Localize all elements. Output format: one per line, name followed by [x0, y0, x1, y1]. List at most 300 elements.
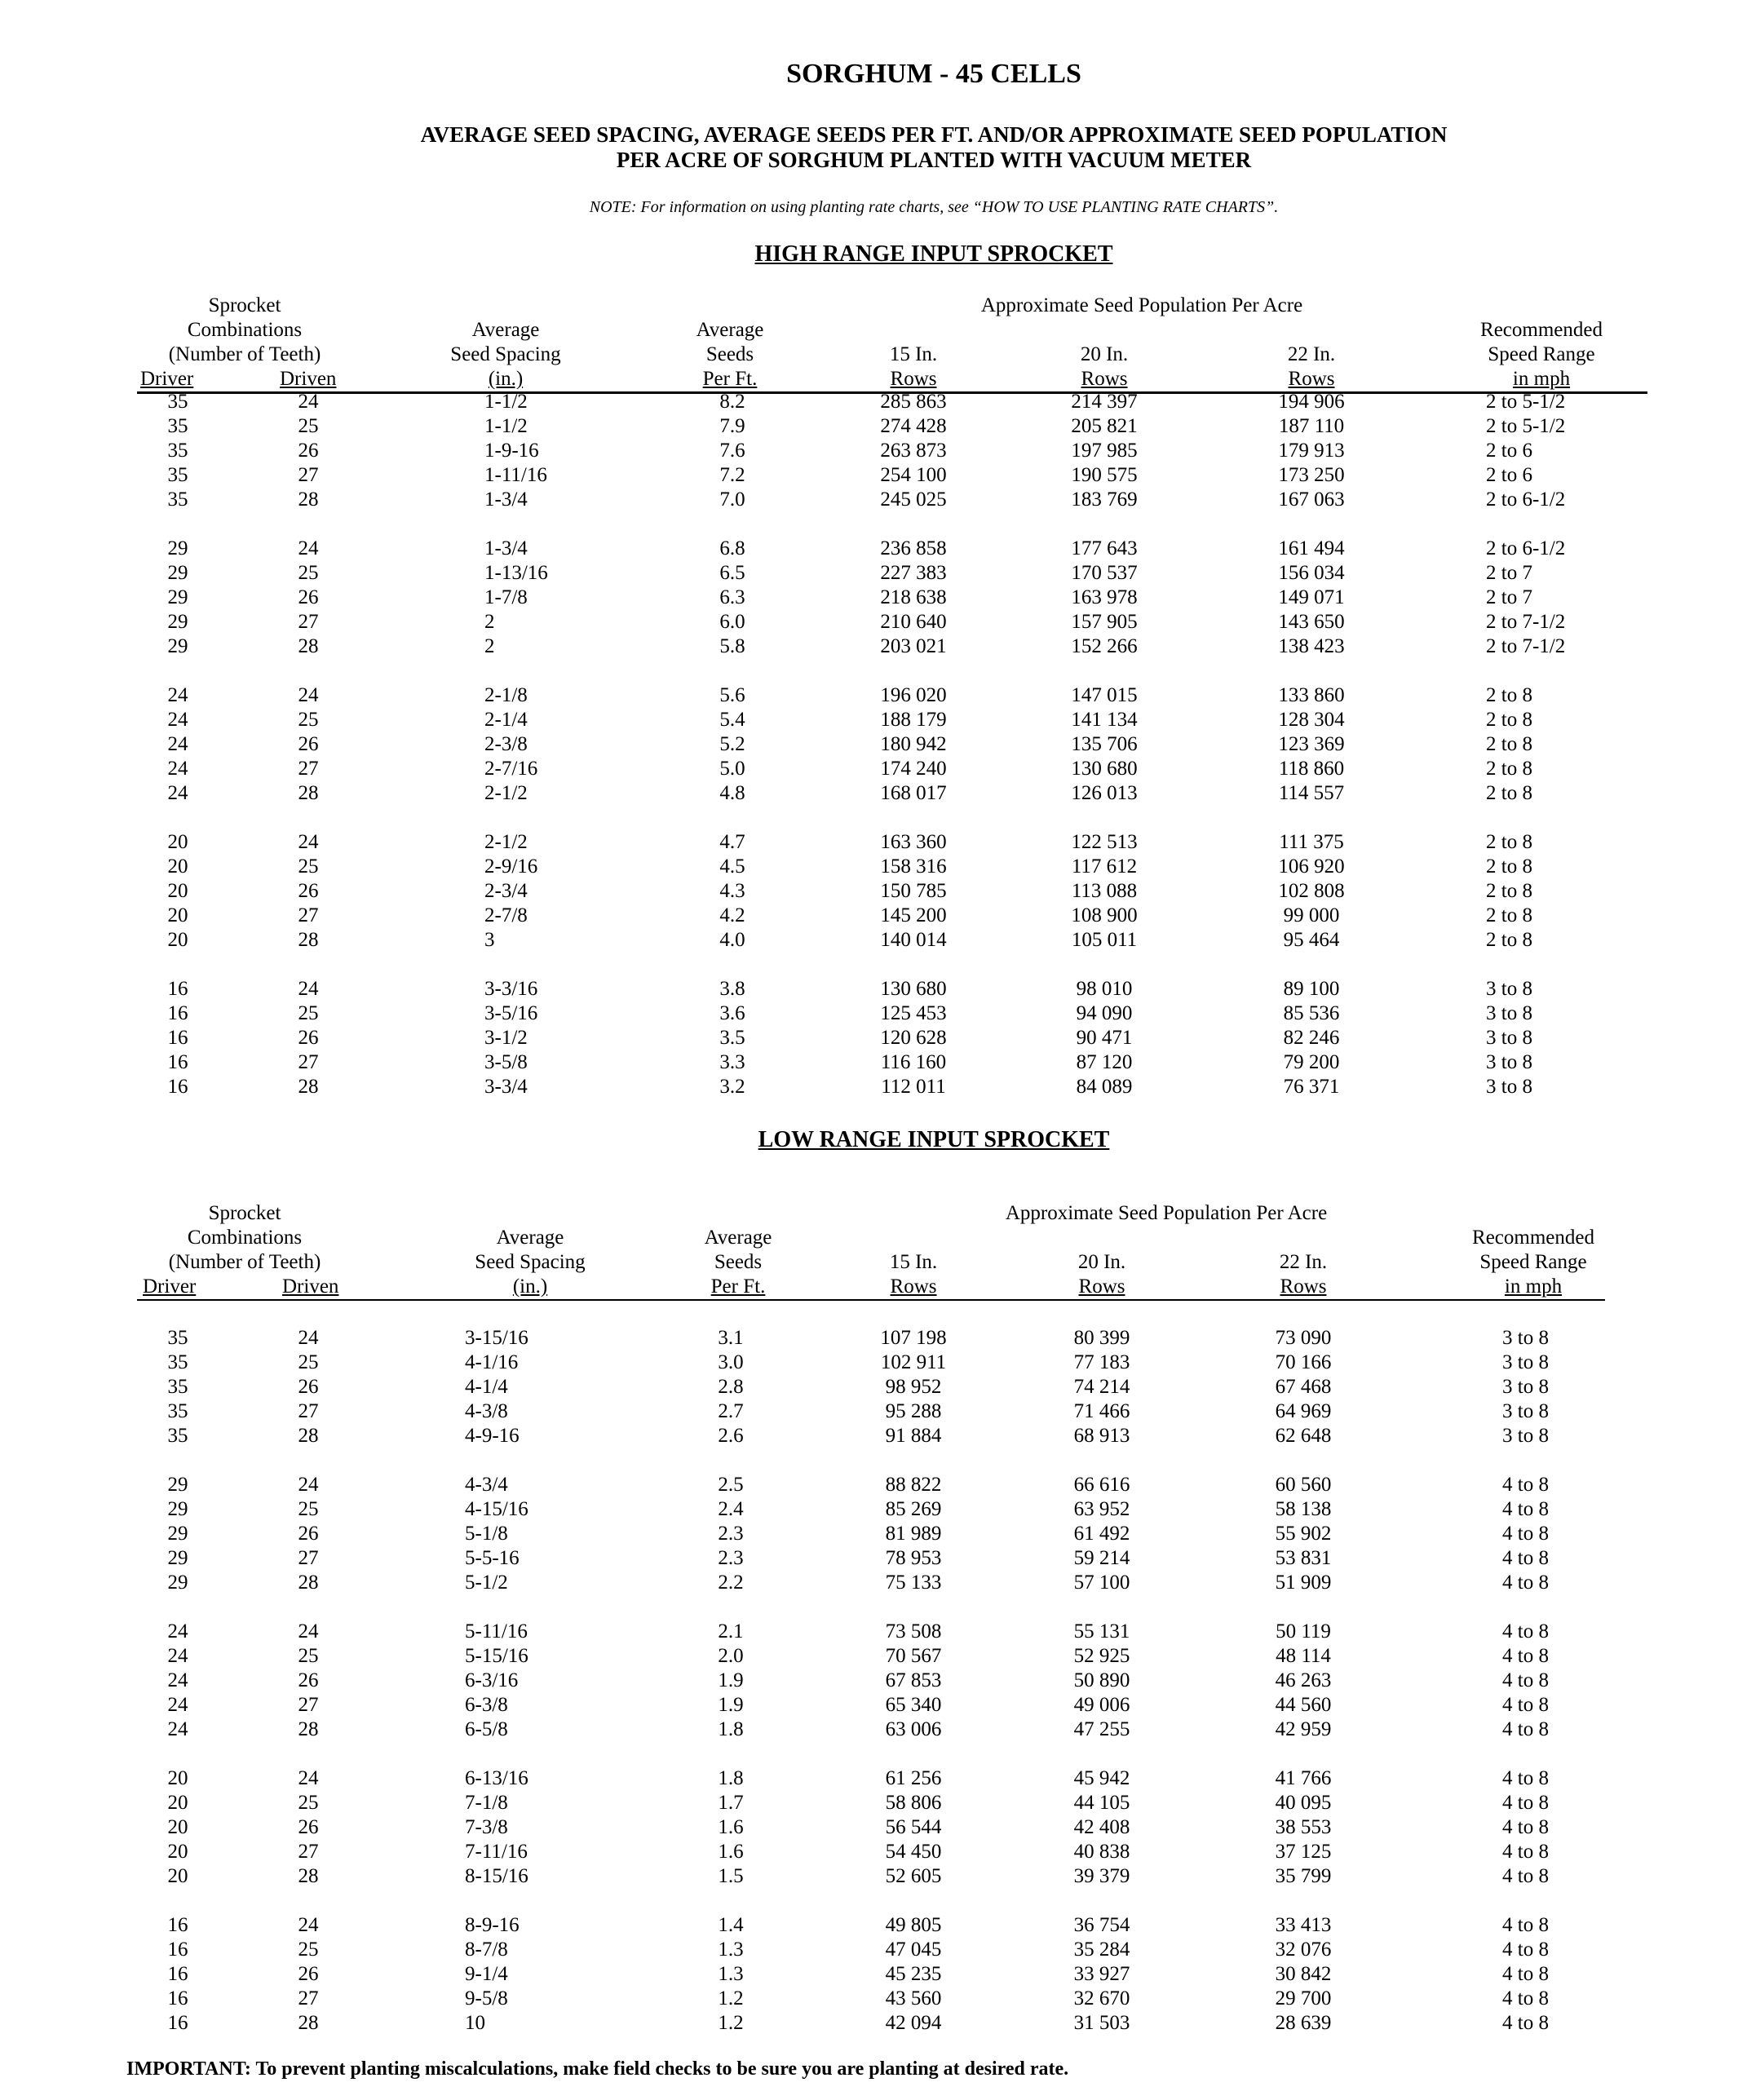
low-range-table-row [0, 1620, 1760, 1644]
low-range-table-row [0, 1791, 1760, 1815]
pop-15in-cell: 73 508 [885, 1620, 942, 1642]
seeds-per-ft-cell: 5.4 [719, 709, 745, 731]
hdr-driven: Driven [280, 368, 337, 390]
seeds-per-ft-cell: 7.0 [719, 489, 745, 511]
driven-cell: 26 [298, 1027, 319, 1049]
driven-cell: 24 [298, 1767, 319, 1789]
subtitle-line-2: PER ACRE OF SORGHUM PLANTED WITH VACUUM METER [616, 148, 1252, 172]
hdr-speed-1: Recommended [1480, 319, 1603, 341]
driven-cell: 27 [298, 1547, 319, 1569]
driver-cell: 16 [167, 1076, 188, 1098]
pop-20in-cell: 98 010 [1076, 978, 1133, 1000]
pop-20in-cell: 33 927 [1073, 1963, 1130, 1985]
seeds-per-ft-cell: 2.5 [718, 1474, 744, 1496]
seed-spacing-cell: 1-13/16 [484, 562, 548, 584]
hdr-avg-seeds-3: Per Ft. [702, 368, 758, 390]
seed-spacing-cell: 6-3/8 [465, 1694, 508, 1716]
driven-cell: 28 [298, 1718, 319, 1740]
seeds-per-ft-cell: 5.2 [719, 733, 745, 755]
driven-cell: 27 [298, 758, 319, 780]
seeds-per-ft-cell: 1.7 [718, 1792, 744, 1814]
pop-20in-cell: 84 089 [1076, 1076, 1133, 1098]
pop-22in-cell: 64 969 [1275, 1400, 1332, 1422]
pop-22in-cell: 50 119 [1276, 1620, 1331, 1642]
seeds-per-ft-cell: 2.6 [718, 1425, 744, 1447]
seeds-per-ft-cell: 1.5 [718, 1865, 744, 1887]
low-range-heading: LOW RANGE INPUT SPROCKET [758, 1127, 1110, 1152]
pop-22in-cell: 40 095 [1275, 1792, 1332, 1814]
pop-15in-cell: 174 240 [880, 758, 947, 780]
driven-cell: 25 [298, 1002, 319, 1024]
seeds-per-ft-cell: 1.4 [718, 1914, 744, 1936]
pop-22in-cell: 123 369 [1278, 733, 1345, 755]
pop-22in-cell: 99 000 [1283, 904, 1340, 926]
pop-20in-cell: 71 466 [1073, 1400, 1130, 1422]
low-range-table-row [0, 1424, 1760, 1448]
speed-range-cell: 2 to 8 [1486, 758, 1532, 780]
pop-20in-cell: 52 925 [1073, 1645, 1130, 1667]
hdr-15in-rows-low: Rows [890, 1275, 937, 1298]
high-range-table-row [0, 683, 1760, 708]
seed-spacing-cell: 5-1/2 [465, 1572, 508, 1594]
pop-20in-cell: 113 088 [1071, 880, 1138, 902]
low-range-table-row [0, 1962, 1760, 1987]
seed-spacing-cell: 1-11/16 [484, 464, 547, 486]
driver-cell: 24 [167, 1694, 188, 1716]
hdr-combinations: Combinations [187, 319, 303, 341]
speed-range-cell: 3 to 8 [1486, 978, 1532, 1000]
pop-22in-cell: 41 766 [1275, 1767, 1332, 1789]
high-range-table-row [0, 928, 1760, 953]
hdr-number-of-teeth: (Number of Teeth) [168, 343, 321, 365]
seed-spacing-cell: 6-5/8 [465, 1718, 508, 1740]
high-range-table-row [0, 977, 1760, 1001]
driver-cell: 16 [167, 978, 188, 1000]
speed-range-cell: 4 to 8 [1502, 1939, 1549, 1961]
seed-spacing-cell: 2 [484, 611, 495, 633]
pop-15in-cell: 98 952 [885, 1376, 942, 1398]
driven-cell: 25 [298, 415, 319, 437]
pop-20in-cell: 183 769 [1071, 489, 1138, 511]
hdr-22in-rows: Rows [1288, 368, 1335, 390]
pop-20in-cell: 49 006 [1073, 1694, 1130, 1716]
speed-range-cell: 4 to 8 [1502, 2012, 1549, 2034]
low-range-table-row [0, 1473, 1760, 1497]
hdr-avg-spacing-2-low: Seed Spacing [475, 1251, 586, 1273]
driver-cell: 29 [167, 1523, 188, 1545]
driver-cell: 29 [167, 1547, 188, 1569]
driver-cell: 16 [167, 1914, 188, 1936]
low-range-table-row [0, 1938, 1760, 1962]
seed-spacing-cell: 7-11/16 [465, 1841, 528, 1863]
pop-20in-cell: 170 537 [1071, 562, 1138, 584]
seeds-per-ft-cell: 2.7 [718, 1400, 744, 1422]
seed-spacing-cell: 7-1/8 [465, 1792, 508, 1814]
pop-22in-cell: 35 799 [1275, 1865, 1332, 1887]
seed-spacing-cell: 7-3/8 [465, 1816, 508, 1838]
pop-22in-cell: 44 560 [1275, 1694, 1332, 1716]
pop-15in-cell: 112 011 [881, 1076, 946, 1098]
seeds-per-ft-cell: 3.0 [718, 1351, 744, 1373]
pop-20in-cell: 90 471 [1076, 1027, 1133, 1049]
driven-cell: 28 [298, 1865, 319, 1887]
pop-15in-cell: 65 340 [885, 1694, 942, 1716]
driven-cell: 26 [298, 1523, 319, 1545]
driven-cell: 25 [298, 1498, 319, 1520]
low-range-table-row [0, 1840, 1760, 1864]
pop-20in-cell: 152 266 [1071, 635, 1138, 657]
driven-cell: 26 [298, 880, 319, 902]
low-range-table-row [0, 1497, 1760, 1522]
pop-20in-cell: 163 978 [1071, 586, 1138, 608]
high-range-table-row [0, 390, 1760, 414]
high-range-table-row [0, 904, 1760, 928]
speed-range-cell: 4 to 8 [1502, 1914, 1549, 1936]
high-range-table-row [0, 634, 1760, 659]
speed-range-cell: 4 to 8 [1502, 1547, 1549, 1569]
pop-15in-cell: 107 198 [880, 1327, 947, 1349]
driven-cell: 24 [298, 1474, 319, 1496]
driven-cell: 27 [298, 1694, 319, 1716]
seed-spacing-cell: 8-9-16 [465, 1914, 520, 1936]
high-range-table-row [0, 781, 1760, 806]
seeds-per-ft-cell: 5.6 [719, 684, 745, 706]
pop-15in-cell: 218 638 [880, 586, 947, 608]
seeds-per-ft-cell: 1.8 [718, 1767, 744, 1789]
driven-cell: 28 [298, 635, 319, 657]
speed-range-cell: 2 to 5-1/2 [1486, 415, 1566, 437]
pop-22in-cell: 73 090 [1275, 1327, 1332, 1349]
seeds-per-ft-cell: 2.3 [718, 1523, 744, 1545]
driver-cell: 20 [167, 855, 188, 878]
pop-20in-cell: 108 900 [1071, 904, 1138, 926]
low-range-table-row [0, 1693, 1760, 1718]
seeds-per-ft-cell: 4.2 [719, 904, 745, 926]
seed-spacing-cell: 4-9-16 [465, 1425, 520, 1447]
driven-cell: 24 [298, 391, 319, 413]
pop-20in-cell: 130 680 [1071, 758, 1138, 780]
driver-cell: 16 [167, 1051, 188, 1073]
driven-cell: 24 [298, 978, 319, 1000]
speed-range-cell: 3 to 8 [1502, 1376, 1549, 1398]
pop-22in-cell: 32 076 [1275, 1939, 1332, 1961]
low-range-table-row [0, 1815, 1760, 1840]
high-range-table-row [0, 855, 1760, 879]
driven-cell: 26 [298, 1376, 319, 1398]
pop-20in-cell: 87 120 [1076, 1051, 1133, 1073]
driven-cell: 24 [298, 1620, 319, 1642]
hdr-avg-seeds-2-low: Seeds [714, 1251, 763, 1273]
pop-15in-cell: 42 094 [885, 2012, 942, 2034]
seeds-per-ft-cell: 1.9 [718, 1694, 744, 1716]
high-range-table-row [0, 414, 1760, 439]
high-range-table-row [0, 561, 1760, 586]
driven-cell: 28 [298, 1425, 319, 1447]
speed-range-cell: 4 to 8 [1502, 1987, 1549, 2009]
driven-cell: 27 [298, 1051, 319, 1073]
seed-spacing-cell: 3-3/16 [484, 978, 538, 1000]
hdr-15in: 15 In. [889, 343, 938, 365]
pop-15in-cell: 285 863 [880, 391, 947, 413]
pop-15in-cell: 54 450 [885, 1841, 942, 1863]
pop-20in-cell: 66 616 [1073, 1474, 1130, 1496]
pop-20in-cell: 36 754 [1073, 1914, 1130, 1936]
driven-cell: 24 [298, 831, 319, 853]
low-range-table-row [0, 1913, 1760, 1938]
pop-15in-cell: 130 680 [880, 978, 947, 1000]
low-range-table-row [0, 1399, 1760, 1424]
driver-cell: 29 [167, 611, 188, 633]
hdr-combinations-low: Combinations [187, 1227, 303, 1249]
hdr-speed-2: Speed Range [1488, 343, 1595, 365]
pop-22in-cell: 58 138 [1275, 1498, 1332, 1520]
high-range-table-row [0, 488, 1760, 512]
seed-spacing-cell: 1-7/8 [484, 586, 528, 608]
pop-22in-cell: 82 246 [1283, 1027, 1340, 1049]
seeds-per-ft-cell: 2.2 [718, 1572, 744, 1594]
speed-range-cell: 4 to 8 [1502, 1694, 1549, 1716]
pop-15in-cell: 120 628 [880, 1027, 947, 1049]
pop-20in-cell: 32 670 [1073, 1987, 1130, 2009]
driven-cell: 27 [298, 1400, 319, 1422]
pop-15in-cell: 163 360 [880, 831, 947, 853]
pop-15in-cell: 140 014 [880, 929, 947, 951]
speed-range-cell: 3 to 8 [1502, 1327, 1549, 1349]
speed-range-cell: 2 to 6 [1486, 464, 1532, 486]
speed-range-cell: 4 to 8 [1502, 1767, 1549, 1789]
high-range-table-row [0, 537, 1760, 561]
pop-20in-cell: 47 255 [1073, 1718, 1130, 1740]
seed-spacing-cell: 3-1/2 [484, 1027, 528, 1049]
seed-spacing-cell: 5-15/16 [465, 1645, 528, 1667]
pop-22in-cell: 95 464 [1283, 929, 1340, 951]
pop-20in-cell: 42 408 [1073, 1816, 1130, 1838]
pop-22in-cell: 30 842 [1275, 1963, 1332, 1985]
pop-15in-cell: 91 884 [885, 1425, 942, 1447]
pop-15in-cell: 67 853 [885, 1669, 942, 1691]
driver-cell: 29 [167, 635, 188, 657]
pop-15in-cell: 63 006 [885, 1718, 942, 1740]
pop-15in-cell: 245 025 [880, 489, 947, 511]
low-range-rule [137, 1299, 1605, 1301]
pop-20in-cell: 35 284 [1073, 1939, 1130, 1961]
pop-20in-cell: 126 013 [1071, 782, 1138, 804]
pop-20in-cell: 147 015 [1071, 684, 1138, 706]
high-range-table-row [0, 439, 1760, 463]
pop-15in-cell: 263 873 [880, 440, 947, 462]
seeds-per-ft-cell: 3.8 [719, 978, 745, 1000]
seeds-per-ft-cell: 1.6 [718, 1841, 744, 1863]
pop-22in-cell: 79 200 [1283, 1051, 1340, 1073]
driven-cell: 28 [298, 2012, 319, 2034]
low-range-table-row [0, 1571, 1760, 1595]
seeds-per-ft-cell: 4.3 [719, 880, 745, 902]
speed-range-cell: 2 to 8 [1486, 855, 1532, 878]
high-range-table-row [0, 463, 1760, 488]
high-range-table-row [0, 586, 1760, 610]
pop-22in-cell: 111 375 [1279, 831, 1344, 853]
speed-range-cell: 4 to 8 [1502, 1792, 1549, 1814]
pop-22in-cell: 28 639 [1275, 2012, 1332, 2034]
driver-cell: 35 [167, 1351, 188, 1373]
speed-range-cell: 2 to 8 [1486, 733, 1532, 755]
speed-range-cell: 4 to 8 [1502, 1669, 1549, 1691]
driver-cell: 16 [167, 2012, 188, 2034]
hdr-driven-low: Driven [282, 1275, 339, 1298]
pop-15in-cell: 150 785 [880, 880, 947, 902]
pop-20in-cell: 68 913 [1073, 1425, 1130, 1447]
pop-22in-cell: 89 100 [1283, 978, 1340, 1000]
hdr-avg-spacing-3-low: (in.) [512, 1275, 548, 1298]
pop-22in-cell: 46 263 [1275, 1669, 1332, 1691]
high-range-table-row [0, 1050, 1760, 1075]
pop-22in-cell: 161 494 [1278, 537, 1345, 559]
high-range-table-row [0, 879, 1760, 904]
driven-cell: 28 [298, 929, 319, 951]
pop-20in-cell: 39 379 [1073, 1865, 1130, 1887]
seeds-per-ft-cell: 6.3 [719, 586, 745, 608]
driver-cell: 35 [167, 489, 188, 511]
driven-cell: 25 [298, 1792, 319, 1814]
pop-22in-cell: 37 125 [1275, 1841, 1332, 1863]
low-range-table-row [0, 1644, 1760, 1669]
pop-20in-cell: 59 214 [1073, 1547, 1130, 1569]
driven-cell: 28 [298, 1076, 319, 1098]
seed-spacing-cell: 2-7/8 [484, 904, 528, 926]
pop-15in-cell: 168 017 [880, 782, 947, 804]
page-title: SORGHUM - 45 CELLS [786, 59, 1081, 89]
driver-cell: 35 [167, 1376, 188, 1398]
seed-spacing-cell: 1-1/2 [484, 415, 528, 437]
pop-15in-cell: 43 560 [885, 1987, 942, 2009]
pop-15in-cell: 227 383 [880, 562, 947, 584]
hdr-20in: 20 In. [1080, 343, 1129, 365]
seeds-per-ft-cell: 2.1 [718, 1620, 744, 1642]
seed-spacing-cell: 1-3/4 [484, 537, 528, 559]
driver-cell: 24 [167, 782, 188, 804]
seeds-per-ft-cell: 1.3 [718, 1963, 744, 1985]
pop-15in-cell: 58 806 [885, 1792, 942, 1814]
hdr-20in-rows-low: Rows [1078, 1275, 1125, 1298]
speed-range-cell: 2 to 8 [1486, 929, 1532, 951]
seed-spacing-cell: 3 [484, 929, 495, 951]
driver-cell: 35 [167, 1425, 188, 1447]
seed-spacing-cell: 5-11/16 [465, 1620, 528, 1642]
pop-22in-cell: 102 808 [1278, 880, 1345, 902]
seeds-per-ft-cell: 2.0 [718, 1645, 744, 1667]
hdr-22in: 22 In. [1287, 343, 1336, 365]
hdr-avg-spacing-2: Seed Spacing [450, 343, 561, 365]
pop-15in-cell: 75 133 [885, 1572, 942, 1594]
low-range-table-row [0, 1864, 1760, 1889]
low-range-table-row [0, 1987, 1760, 2011]
pop-15in-cell: 78 953 [885, 1547, 942, 1569]
driver-cell: 20 [167, 904, 188, 926]
seed-spacing-cell: 2 [484, 635, 495, 657]
driver-cell: 20 [167, 1816, 188, 1838]
pop-22in-cell: 33 413 [1275, 1914, 1332, 1936]
hdr-20in-rows: Rows [1081, 368, 1128, 390]
hdr-avg-seeds-1: Average [696, 319, 764, 341]
seed-spacing-cell: 2-9/16 [484, 855, 538, 878]
high-range-table-row [0, 1001, 1760, 1026]
pop-15in-cell: 188 179 [880, 709, 947, 731]
driver-cell: 29 [167, 1498, 188, 1520]
pop-20in-cell: 63 952 [1073, 1498, 1130, 1520]
driver-cell: 16 [167, 1002, 188, 1024]
driven-cell: 27 [298, 1987, 319, 2009]
pop-22in-cell: 114 557 [1278, 782, 1345, 804]
driven-cell: 26 [298, 1816, 319, 1838]
pop-22in-cell: 143 650 [1278, 611, 1345, 633]
driver-cell: 35 [167, 1327, 188, 1349]
driver-cell: 24 [167, 758, 188, 780]
driven-cell: 24 [298, 684, 319, 706]
driver-cell: 35 [167, 415, 188, 437]
driver-cell: 29 [167, 537, 188, 559]
high-range-table-row [0, 757, 1760, 781]
seed-spacing-cell: 1-9-16 [484, 440, 539, 462]
driver-cell: 24 [167, 1620, 188, 1642]
seeds-per-ft-cell: 7.9 [719, 415, 745, 437]
low-range-table-row [0, 1669, 1760, 1693]
seed-spacing-cell: 3-3/4 [484, 1076, 528, 1098]
speed-range-cell: 2 to 8 [1486, 831, 1532, 853]
seeds-per-ft-cell: 6.8 [719, 537, 745, 559]
pop-20in-cell: 157 905 [1071, 611, 1138, 633]
seed-spacing-cell: 9-5/8 [465, 1987, 508, 2009]
pop-15in-cell: 95 288 [885, 1400, 942, 1422]
seed-spacing-cell: 4-3/8 [465, 1400, 508, 1422]
driven-cell: 28 [298, 489, 319, 511]
important-note: IMPORTANT: To prevent planting miscalculations, make field checks to be sure you are planting at desired rate. [126, 2058, 1069, 2080]
speed-range-cell: 2 to 7 [1486, 562, 1532, 584]
pop-15in-cell: 125 453 [880, 1002, 947, 1024]
speed-range-cell: 4 to 8 [1502, 1718, 1549, 1740]
speed-range-cell: 3 to 8 [1486, 1076, 1532, 1098]
speed-range-cell: 4 to 8 [1502, 1645, 1549, 1667]
seeds-per-ft-cell: 6.5 [719, 562, 745, 584]
pop-20in-cell: 45 942 [1073, 1767, 1130, 1789]
driven-cell: 27 [298, 1841, 319, 1863]
driven-cell: 26 [298, 1669, 319, 1691]
seeds-per-ft-cell: 6.0 [719, 611, 745, 633]
pop-22in-cell: 62 648 [1275, 1425, 1332, 1447]
pop-22in-cell: 187 110 [1278, 415, 1345, 437]
seed-spacing-cell: 4-3/4 [465, 1474, 508, 1496]
speed-range-cell: 3 to 8 [1502, 1400, 1549, 1422]
hdr-avg-seeds-3-low: Per Ft. [710, 1275, 766, 1298]
speed-range-cell: 4 to 8 [1502, 1620, 1549, 1642]
pop-20in-cell: 74 214 [1073, 1376, 1130, 1398]
pop-22in-cell: 149 071 [1278, 586, 1345, 608]
seeds-per-ft-cell: 4.8 [719, 782, 745, 804]
pop-22in-cell: 106 920 [1278, 855, 1345, 878]
hdr-driver-low: Driver [143, 1275, 197, 1298]
speed-range-cell: 4 to 8 [1502, 1474, 1549, 1496]
hdr-speed-3: in mph [1512, 368, 1571, 390]
pop-15in-cell: 47 045 [885, 1939, 942, 1961]
pop-15in-cell: 254 100 [880, 464, 947, 486]
hdr-population: Approximate Seed Population Per Acre [980, 294, 1303, 316]
speed-range-cell: 3 to 8 [1486, 1002, 1532, 1024]
driven-cell: 24 [298, 537, 319, 559]
pop-22in-cell: 133 860 [1278, 684, 1345, 706]
low-range-table-row [0, 1546, 1760, 1571]
seeds-per-ft-cell: 8.2 [719, 391, 745, 413]
seed-spacing-cell: 3-5/16 [484, 1002, 538, 1024]
pop-15in-cell: 45 235 [885, 1963, 942, 1985]
